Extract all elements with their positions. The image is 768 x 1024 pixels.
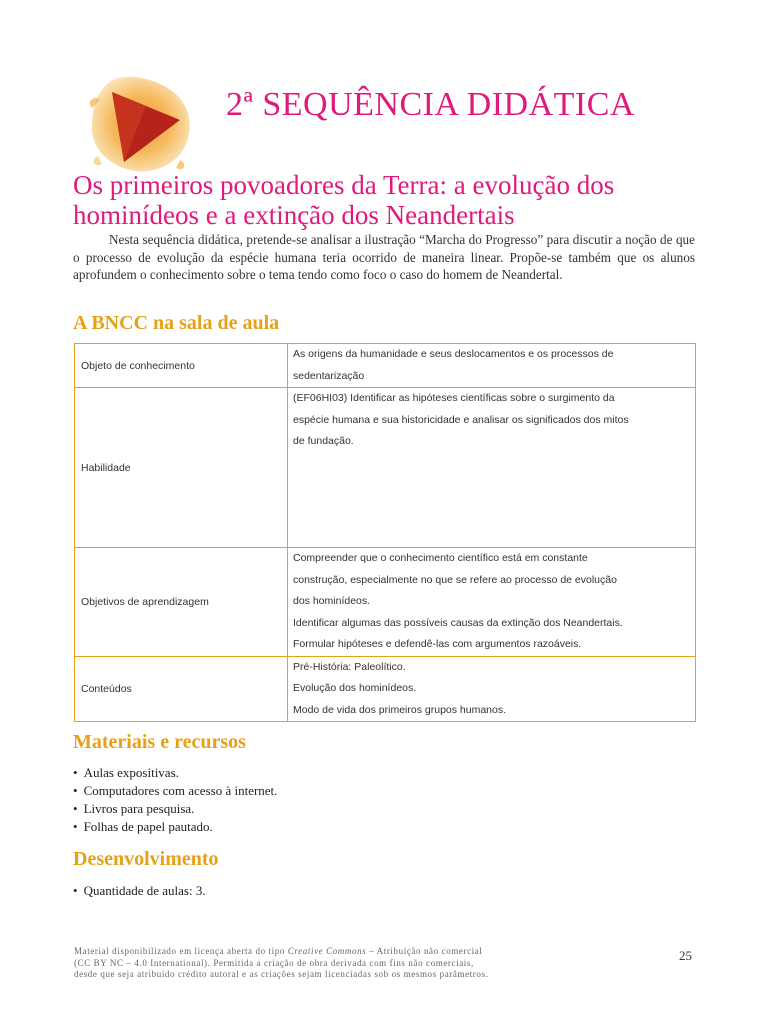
row-label: Objeto de conhecimento (75, 344, 288, 388)
value-line: Formular hipóteses e defendê-las com argumentos razoáveis. (293, 638, 582, 650)
table-row (75, 344, 696, 388)
row-value (288, 344, 696, 388)
sequence-title: 2ª SEQUÊNCIA DIDÁTICA (226, 86, 635, 123)
main-title: Os primeiros povoadores da Terra: a evolução dos hominídeos e a extinção dos Neandertais (73, 170, 615, 230)
license-footer (74, 946, 574, 981)
table-row (75, 388, 696, 548)
row-value (288, 548, 696, 657)
value-line: de fundação. (293, 435, 354, 447)
table-row (75, 656, 696, 722)
list-item: • Quantidade de aulas: 3. (73, 882, 206, 900)
table-row (75, 548, 696, 657)
value-line: dos hominídeos. (293, 595, 371, 607)
creative-commons-text: Creative Commons (287, 946, 367, 956)
bncc-table (74, 343, 696, 722)
row-value (288, 656, 696, 722)
row-label: Conteúdos (75, 656, 288, 722)
value-line: espécie humana e sua historicidade e analisar os significados dos mitos (293, 413, 629, 426)
value-line: (EF06HI03) Identificar as hipóteses científicas sobre o surgimento da (293, 392, 615, 404)
list-item: • Computadores com acesso à internet. (73, 782, 277, 800)
footer-line-2: (CC BY NC – 4.0 International). Permitida a criação de obra derivada com fins não comerciais, (74, 957, 474, 968)
bncc-heading: A BNCC na sala de aula (73, 312, 280, 334)
materiais-list (73, 764, 277, 836)
logo-triangle-icon (84, 68, 196, 178)
list-item: • Folhas de papel pautado. (73, 818, 277, 836)
value-line: As origens da humanidade e seus deslocamentos e os processos de (293, 348, 614, 360)
value-line: Pré-História: Paleolítico. (293, 660, 406, 673)
intro-paragraph (73, 231, 695, 284)
desenvolvimento-heading: Desenvolvimento (73, 848, 219, 870)
value-line: sedentarização (293, 369, 365, 382)
list-item: • Livros para pesquisa. (73, 800, 277, 818)
value-line: construção, especialmente no que se refere ao processo de evolução (293, 573, 617, 586)
row-value (288, 388, 696, 548)
materiais-heading: Materiais e recursos (73, 731, 246, 753)
value-line: Identificar algumas das possíveis causas da extinção dos Neandertais. (293, 616, 623, 629)
footer-line-3: desde que seja atribuído crédito autoral e as criações sejam licenciadas sob os mesmos parâmetros. (74, 969, 489, 979)
row-label: Habilidade (75, 388, 288, 548)
list-item: • Aulas expositivas. (73, 764, 277, 782)
page-number: 25 (679, 948, 692, 963)
value-line: Compreender que o conhecimento científico está em constante (293, 552, 588, 564)
value-line: Evolução dos hominídeos. (293, 682, 417, 694)
footer-line-1: Material disponibilizado em licença aberta do tipo Creative Commons – Atribuição não comercial (74, 946, 483, 956)
intro-text: Nesta sequência didática, pretende-se analisar a ilustração “Marcha do Progresso” para discutir a noção de que o processo de evolução da espécie humana teria ocorrido de maneira linear. Propõe-se também que os alunos aprofundem o conhecimento sobre o tema tendo como foco o caso do homem de Neandertal. (73, 232, 695, 282)
desenvolvimento-list (73, 882, 206, 900)
value-line: Modo de vida dos primeiros grupos humanos. (293, 703, 507, 716)
row-label: Objetivos de aprendizagem (75, 548, 288, 657)
